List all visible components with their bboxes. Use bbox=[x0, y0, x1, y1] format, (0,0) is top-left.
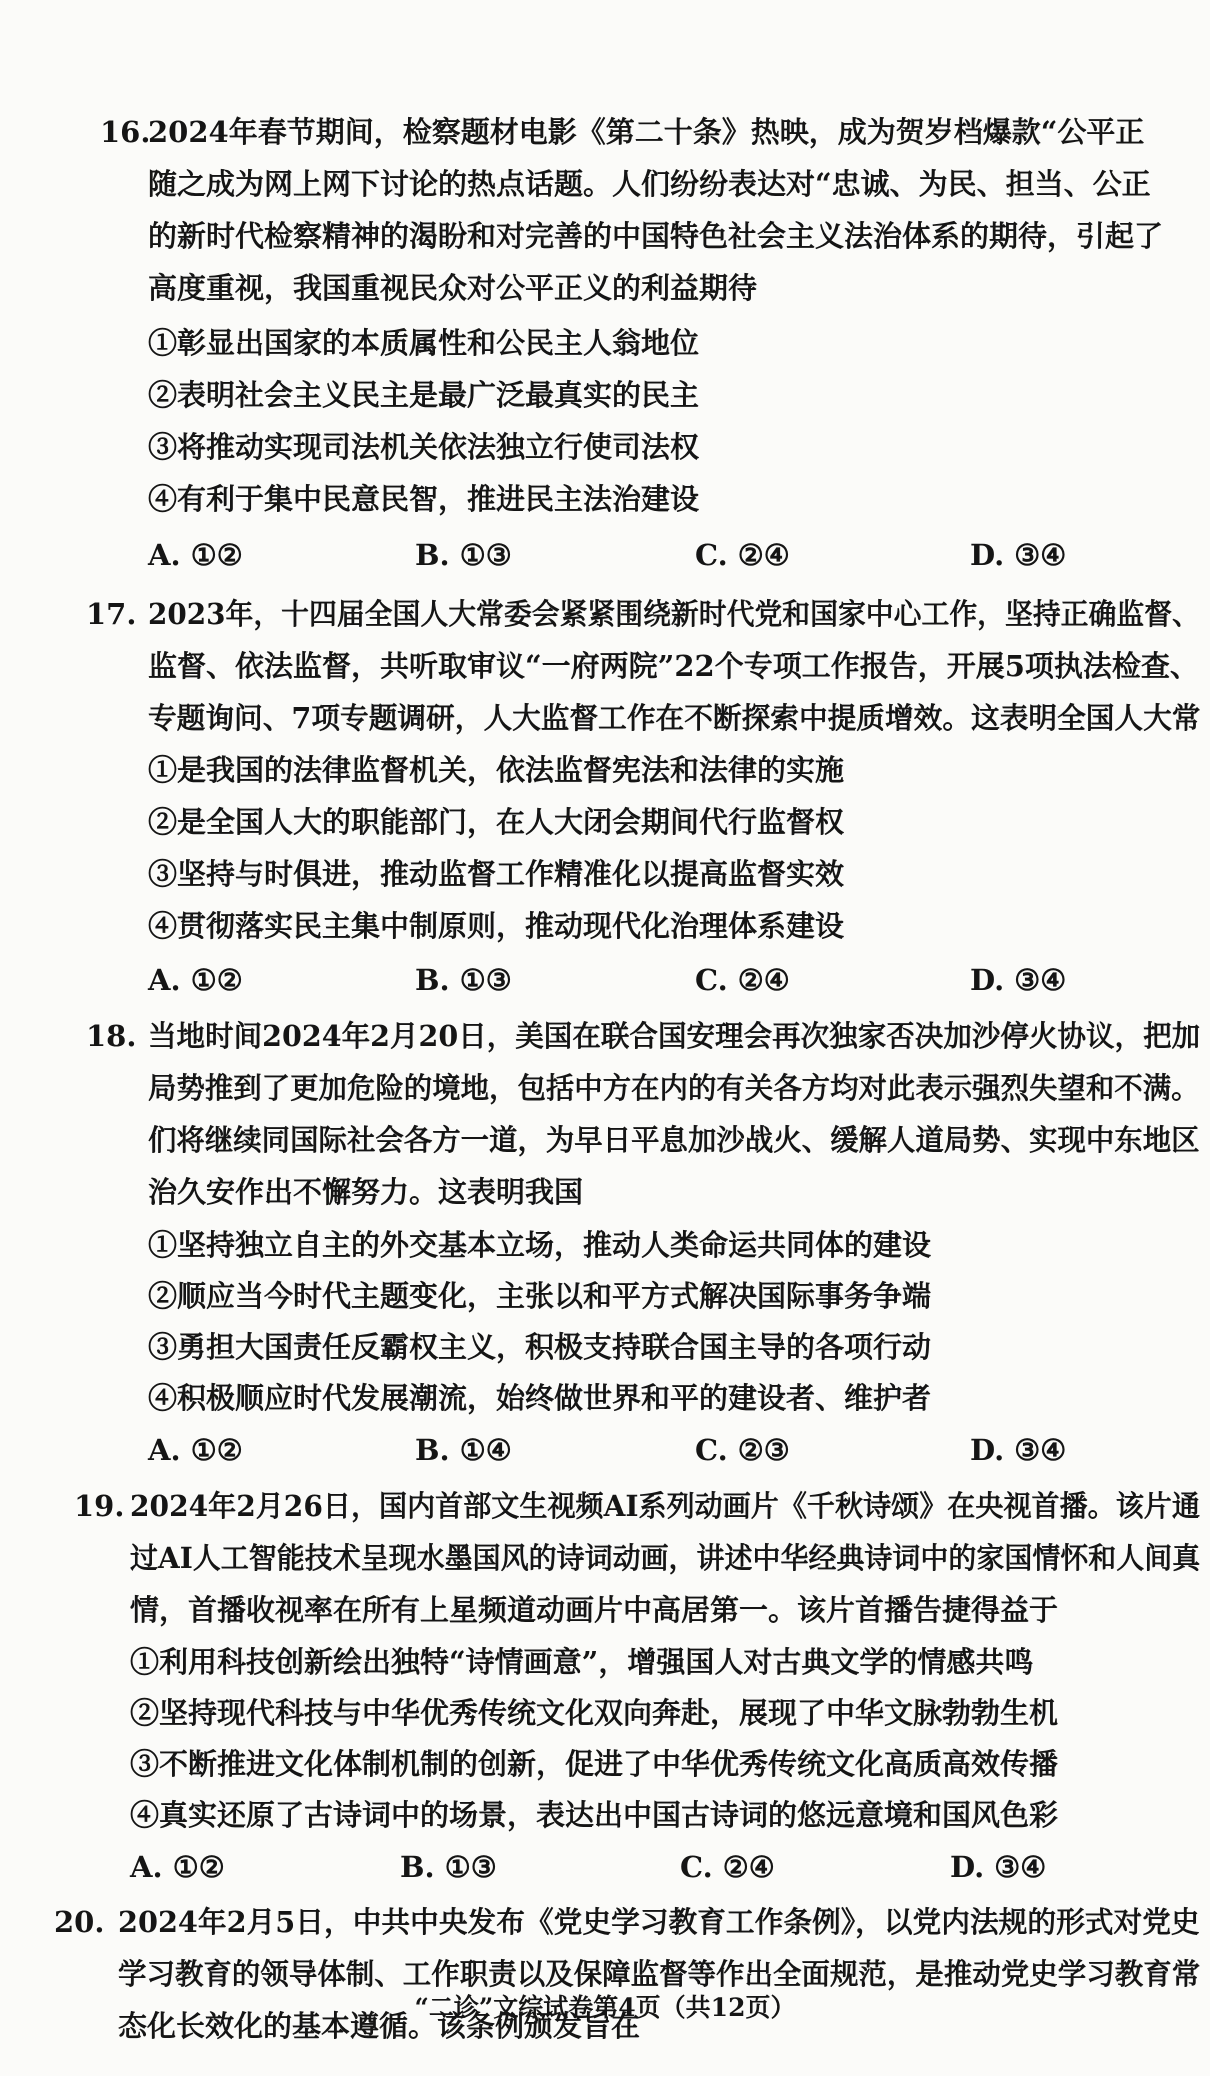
stem-line: 的新时代检察精神的渴盼和对完善的中国特色社会主义法治体系的期待，引起了 bbox=[148, 219, 1164, 253]
question-number: 18. bbox=[86, 1019, 137, 1053]
choice-b[interactable]: B. ①③ bbox=[400, 1850, 497, 1884]
statement: ①坚持独立自主的外交基本立场，推动人类命运共同体的建设 bbox=[148, 1228, 932, 1262]
statement: ④贯彻落实民主集中制原则，推动现代化治理体系建设 bbox=[148, 909, 845, 943]
choice-a[interactable]: A. ①② bbox=[148, 1433, 243, 1467]
stem-line: 随之成为网上网下讨论的热点话题。人们纷纷表达对“忠诚、为民、担当、公正 bbox=[148, 167, 1151, 201]
statement: ①是我国的法律监督机关，依法监督宪法和法律的实施 bbox=[148, 753, 845, 787]
stem-line: 学习教育的领导体制、工作职责以及保障监督等作出全面规范，是推动党史学习教育常 bbox=[118, 1957, 1201, 1991]
statement: ③勇担大国责任反霸权主义，积极支持联合国主导的各项行动 bbox=[148, 1330, 932, 1364]
statement: ①彰显出国家的本质属性和公民主人翁地位 bbox=[148, 326, 700, 360]
choice-c[interactable]: C. ②③ bbox=[695, 1433, 790, 1467]
choice-d[interactable]: D. ③④ bbox=[970, 538, 1067, 572]
stem-line: 治久安作出不懈努力。这表明我国 bbox=[148, 1175, 584, 1209]
stem-line: 局势推到了更加危险的境地，包括中方在内的有关各方均对此表示强烈失望和不满。 bbox=[148, 1071, 1200, 1105]
stem-line: 2024年2月26日，国内首部文生视频AI系列动画片《千秋诗颂》在央视首播。该片通 bbox=[130, 1489, 1200, 1523]
choice-b[interactable]: B. ①③ bbox=[415, 963, 512, 997]
statement: ③将推动实现司法机关依法独立行使司法权 bbox=[148, 430, 700, 464]
choice-d[interactable]: D. ③④ bbox=[970, 1433, 1067, 1467]
page-footer: “二诊”文综试卷第4页（共12页） bbox=[414, 1993, 796, 2022]
statement: ①利用科技创新绘出独特“诗情画意”，增强国人对古典文学的情感共鸣 bbox=[130, 1645, 1034, 1679]
stem-line: 过AI人工智能技术呈现水墨国风的诗词动画，讲述中华经典诗词中的家国情怀和人间真 bbox=[130, 1541, 1201, 1575]
choice-c[interactable]: C. ②④ bbox=[695, 538, 790, 572]
choice-c[interactable]: C. ②④ bbox=[695, 963, 790, 997]
statement: ②顺应当今时代主题变化，主张以和平方式解决国际事务争端 bbox=[148, 1279, 932, 1313]
question-number: 17. bbox=[86, 597, 137, 631]
stem-line: 2024年春节期间，检察题材电影《第二十条》热映，成为贺岁档爆款“公平正 bbox=[148, 115, 1145, 149]
choice-d[interactable]: D. ③④ bbox=[970, 963, 1067, 997]
question-number: 19. bbox=[74, 1489, 125, 1523]
stem-line: 监督、依法监督，共听取审议“一府两院”22个专项工作报告，开展5项执法检查、 bbox=[148, 649, 1199, 683]
stem-line: 们将继续同国际社会各方一道，为早日平息加沙战火、缓解人道局势、实现中东地区 bbox=[148, 1123, 1200, 1157]
choice-b[interactable]: B. ①④ bbox=[415, 1433, 512, 1467]
stem-line: 高度重视，我国重视民众对公平正义的利益期待 bbox=[148, 271, 758, 305]
stem-line: 2024年2月5日，中共中央发布《党史学习教育工作条例》，以党内法规的形式对党史 bbox=[118, 1905, 1200, 1939]
choice-b[interactable]: B. ①③ bbox=[415, 538, 512, 572]
statement: ④积极顺应时代发展潮流，始终做世界和平的建设者、维护者 bbox=[148, 1381, 932, 1415]
stem-line: 专题询问、7项专题调研，人大监督工作在不断探索中提质增效。这表明全国人大常 bbox=[148, 701, 1201, 735]
statement: ②是全国人大的职能部门，在人大闭会期间代行监督权 bbox=[148, 805, 845, 839]
statement: ③坚持与时俱进，推动监督工作精准化以提高监督实效 bbox=[148, 857, 845, 891]
statement: ④有利于集中民意民智，推进民主法治建设 bbox=[148, 482, 700, 516]
statement: ②表明社会主义民主是最广泛最真实的民主 bbox=[148, 378, 700, 412]
stem-line: 当地时间2024年2月20日，美国在联合国安理会再次独家否决加沙停火协议，把加 bbox=[148, 1019, 1201, 1053]
stem-line: 情，首播收视率在所有上星频道动画片中高居第一。该片首播告捷得益于 bbox=[130, 1593, 1059, 1627]
choice-a[interactable]: A. ①② bbox=[148, 538, 243, 572]
question-number: 20. bbox=[54, 1905, 105, 1939]
choice-a[interactable]: A. ①② bbox=[148, 963, 243, 997]
question-number: 16. bbox=[100, 115, 151, 149]
statement: ③不断推进文化体制机制的创新，促进了中华优秀传统文化高质高效传播 bbox=[130, 1747, 1059, 1781]
statement: ④真实还原了古诗词中的场景，表达出中国古诗词的悠远意境和国风色彩 bbox=[130, 1798, 1059, 1832]
statement: ②坚持现代科技与中华优秀传统文化双向奔赴，展现了中华文脉勃勃生机 bbox=[130, 1696, 1059, 1730]
choice-c[interactable]: C. ②④ bbox=[680, 1850, 775, 1884]
choice-a[interactable]: A. ①② bbox=[130, 1850, 225, 1884]
choice-d[interactable]: D. ③④ bbox=[950, 1850, 1047, 1884]
stem-line: 2023年，十四届全国人大常委会紧紧围绕新时代党和国家中心工作，坚持正确监督、 bbox=[148, 597, 1200, 631]
stem-line: 态化长效化的基本遵循。该条例颁发旨在 bbox=[118, 2009, 641, 2043]
